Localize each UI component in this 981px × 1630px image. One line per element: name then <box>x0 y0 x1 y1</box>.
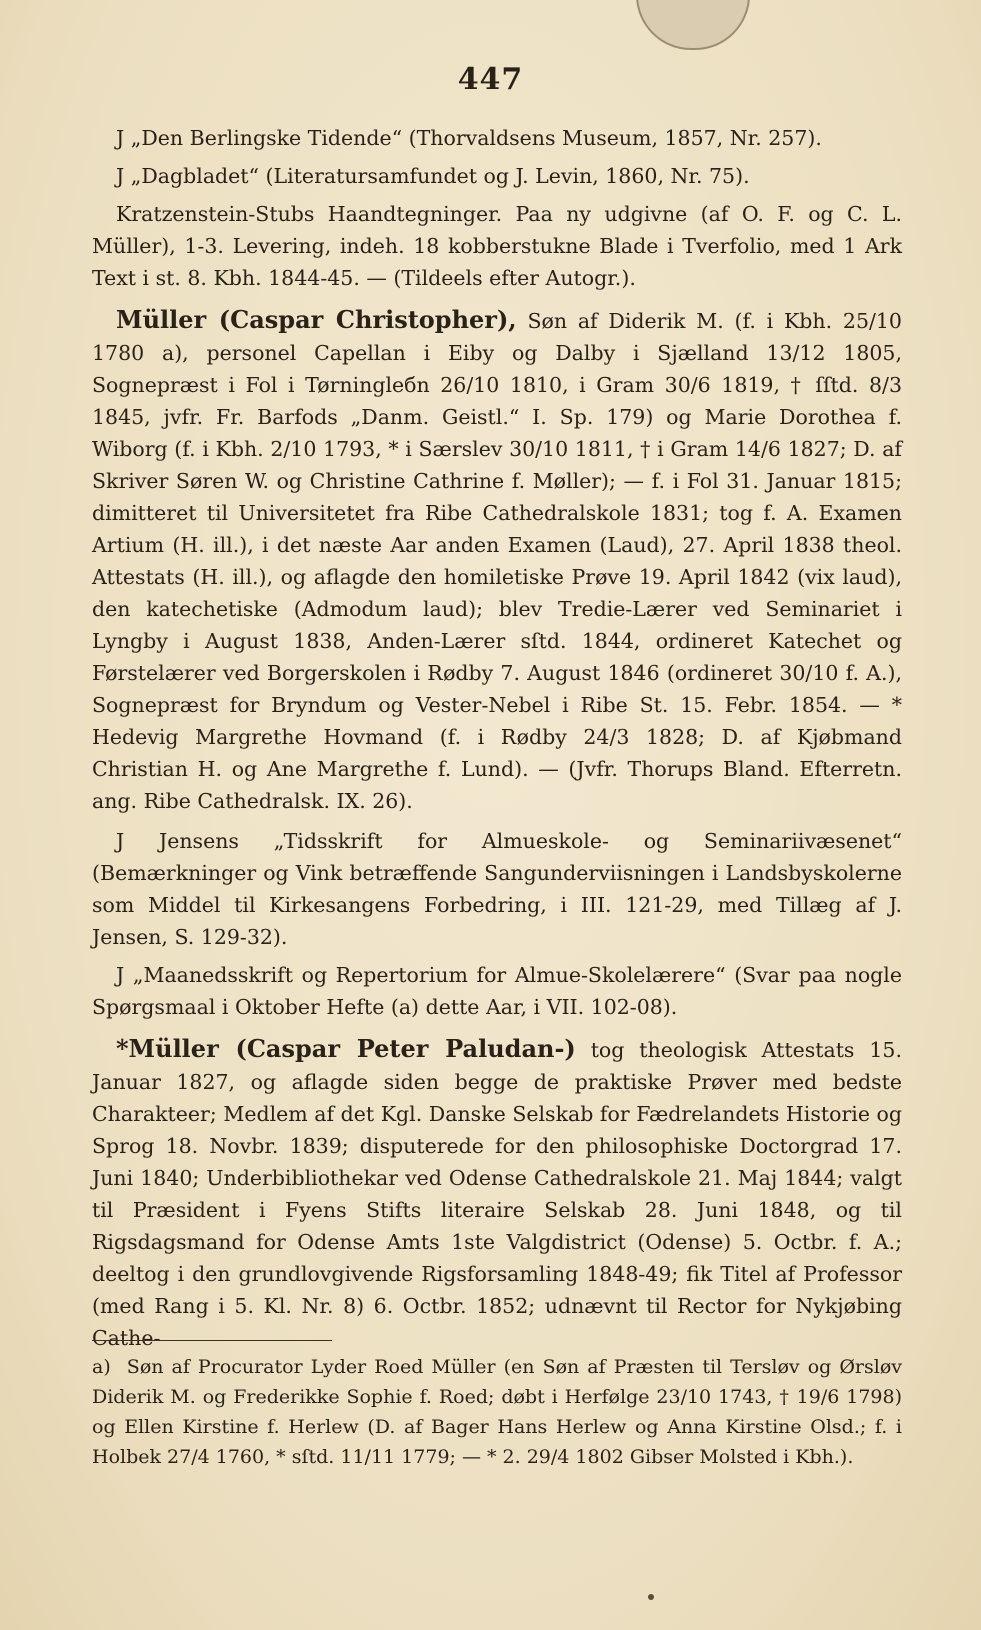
bibliography-paragraph: J „Dagbladet“ (Literatursamfundet og J. Levin, 1860, Nr. 75). <box>116 164 750 188</box>
biography-entry <box>92 304 902 817</box>
entry-text: tog theologisk Attestats 15. Januar 1827, og aflagde siden begge de praktiske Prøver med bedste Charakteer; Medlem af det Kgl. Danske Selskab for Fædrelandets Historie og Sprog 18. Novbr. 1839; disputerede for den philosophiske Doctorgrad 17. Juni 1840; Underbibliothekar ved Odense Cathedralskole 21. Maj 1844; valgt til Præsident i Fyens Stifts literaire Selskab 28. Juni 1848, og til Rigsdagsmand for Odense Amts 1ste Valgdistrict (Odense) 5. Octbr. f. A.; deeltog i den grundlovgivende Rigsforsamling 1848-49; fik Titel af Professor (med Rang i 5. Kl. Nr. 8) 6. Octbr. 1852; udnævnt til Rector for Nykjøbing Cathe- <box>92 1038 902 1350</box>
bibliography-paragraph: Kratzenstein-Stubs Haandtegninger. Paa ny udgivne (af O. F. og C. L. Müller), 1-3. Levering, indeh. 18 kobberstukne Blade i Tverfolio, med 1 Ark Text i st. 8. Kbh. 1844-45. — (Tildeels efter Autogr.). <box>92 202 902 290</box>
entry-name: *Müller (Caspar Peter Paludan-) <box>116 1034 576 1063</box>
biography-entry <box>92 1033 902 1354</box>
footnote-mark: a) <box>92 1356 111 1378</box>
bibliography-paragraph: J „Den Berlingske Tidende“ (Thorvaldsens Museum, 1857, Nr. 257). <box>116 126 822 150</box>
page-tab <box>636 0 750 50</box>
footnote <box>92 1352 902 1472</box>
page-number: 447 <box>457 62 524 97</box>
bibliography-paragraph: J Jensens „Tidsskrift for Almueskole- og Seminariivæsenet“ (Bemærkninger og Vink betræffende Sangunderviisningen i Landsbyskolerne som Middel til Kirkesangens Forbedring, i III. 121-29, med Tillæg af J. Jensen, S. 129-32). <box>92 829 902 949</box>
ink-dot <box>648 1594 654 1600</box>
bibliography-paragraph: J „Maanedsskrift og Repertorium for Almue-Skolelærere“ (Svar paa nogle Spørgsmaal i Oktober Hefte (a) dette Aar, i VII. 102-08). <box>92 963 902 1019</box>
footnote-rule <box>92 1340 332 1341</box>
entry-text: Søn af Diderik M. (f. i Kbh. 25/10 1780 a), personel Capellan i Eiby og Dalby i Sjælland 13/12 1805, Sognepræst i Fol i Tørningleбn 26/10 1810, i Gram 30/6 1819, † ſſtd. 8/3 1845, jvfr. Fr. Barfods „Danm. Geistl.“ I. Sp. 179) og Marie Dorothea f. Wiborg (f. i Kbh. 2/10 1793, * i Særslev 30/10 1811, † i Gram 14/6 1827; D. af Skriver Søren W. og Christine Cathrine f. Møller); — f. i Fol 31. Januar 1815; dimitteret til Universitetet fra Ribe Cathedralskole 1831; tog f. A. Examen Artium (H. ill.), i det næste Aar anden Examen (Laud), 27. April 1838 theol. Attestats (H. ill.), og aflagde den homiletiske Prøve 19. April 1842 (vix laud), den katechetiske (Admodum laud); blev Tredie-Lærer ved Seminariet i Lyngby i August 1838, Anden-Lærer sſtd. 1844, ordineret Katechet og Førstelærer ved Borgerskolen i Rødby 7. August 1846 (ordineret 30/10 f. A.), Sognepræst for Bryndum og Vester-Nebel i Ribe St. 15. Febr. 1854. — * Hedevig Margrethe Hovmand (f. i Rødby 24/3 1828; D. af Kjøbmand Christian H. og Ane Margrethe f. Lund). — (Jvfr. Thorups Bland. Efterretn. ang. Ribe Cathedralsk. IX. 26). <box>92 309 902 813</box>
footnote-text: Søn af Procurator Lyder Roed Müller (en Søn af Præsten til Tersløv og Ørsløv Diderik M. og Frederikke Sophie f. Roed; døbt i Herfølge 23/10 1743, † 19/6 1798) og Ellen Kirstine f. Herlew (D. af Bager Hans Herlew og Anna Kirstine Olsd.; f. i Holbek 27/4 1760, * sſtd. 11/11 1779; — * 2. 29/4 1802 Gibser Molsted i Kbh.). <box>92 1356 902 1468</box>
page-body <box>92 122 902 1362</box>
entry-name: Müller (Caspar Christopher), <box>116 305 517 334</box>
